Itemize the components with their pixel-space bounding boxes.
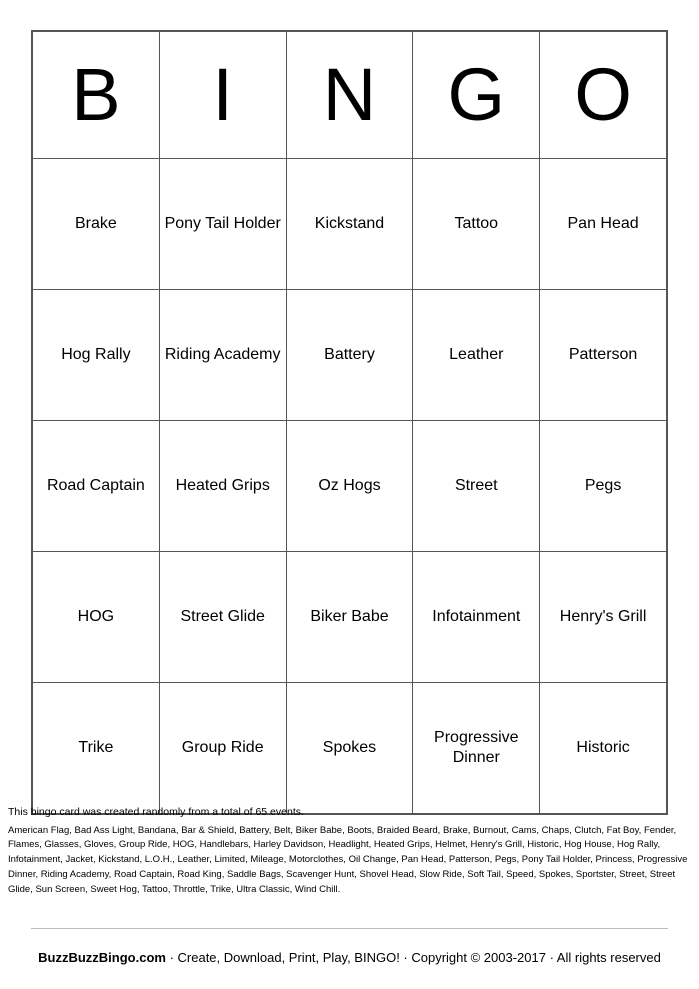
bingo-cell-label: Pan Head xyxy=(567,215,639,232)
legend xyxy=(8,806,691,897)
bingo-cell-label: Riding Academy xyxy=(164,346,281,363)
bingo-row xyxy=(33,159,667,290)
bingo-cell[interactable] xyxy=(286,683,413,814)
bingo-cell-label: Henry's Grill xyxy=(559,608,647,625)
bingo-cell-label: Kickstand xyxy=(314,215,385,232)
bingo-card xyxy=(31,30,668,815)
bingo-cell-label: Pony Tail Holder xyxy=(164,215,281,232)
bingo-cell-label: Tattoo xyxy=(454,215,499,232)
bingo-cell[interactable] xyxy=(286,159,413,290)
bingo-cell-label: Patterson xyxy=(568,346,638,363)
legend-word-list: American Flag, Bad Ass Light, Bandana, Bar & Shield, Battery, Belt, Biker Babe, Boots, Braided Beard, Brake, Burnout, Cams, Chaps, Clutch, Fat Boy, Fender, Flames, Glasses, Gloves, Group Ride, HOG, Handlebars, Harley Davidson, Headlight, Heated Grips, Helmet, Henry's Grill, Historic, Hog House, Hog Rally, Infotainment, Jacket, Kickstand, L.O.H., Leather, Limited, Mileage, Motorclothes, Oil Change, Pan Head, Patterson, Pegs, Pony Tail Holder, Princess, Progressive Dinner, Riding Academy, Road Captain, Road King, Saddle Bags, Scavenger Hunt, Shovel Head, Slow Ride, Soft Tail, Speed, Spokes, Sportster, Street, Street Glide, Sun Screen, Sweet Hog, Tattoo, Throttle, Trike, Ultra Classic, Wind Chill. xyxy=(8,824,688,895)
bingo-cell[interactable] xyxy=(413,159,540,290)
bingo-cell[interactable] xyxy=(33,552,160,683)
bingo-row xyxy=(33,290,667,421)
bingo-row xyxy=(33,683,667,814)
bingo-cell[interactable] xyxy=(33,290,160,421)
bingo-cell[interactable] xyxy=(286,290,413,421)
bingo-cell[interactable] xyxy=(159,552,286,683)
bingo-cell-label: Progressive Dinner xyxy=(434,729,519,766)
footer-divider xyxy=(31,928,668,929)
bingo-cell-label: Pegs xyxy=(584,477,622,494)
bingo-cell[interactable] xyxy=(159,421,286,552)
bingo-cell[interactable] xyxy=(413,552,540,683)
bingo-cell[interactable] xyxy=(540,421,667,552)
legend-title: This bingo card was created randomly from a total of 65 events. xyxy=(8,806,304,818)
bingo-cell[interactable] xyxy=(540,159,667,290)
bingo-cell[interactable] xyxy=(413,421,540,552)
bingo-header-b: B xyxy=(33,32,160,159)
bingo-cell[interactable] xyxy=(540,290,667,421)
bingo-cell-label: Street xyxy=(454,477,498,494)
bingo-header-n: N xyxy=(286,32,413,159)
bingo-cell-label: Spokes xyxy=(322,739,377,756)
bingo-cell[interactable] xyxy=(286,552,413,683)
bingo-header-row xyxy=(33,32,667,159)
bingo-cell[interactable] xyxy=(33,159,160,290)
bingo-header-o: O xyxy=(540,32,667,159)
bingo-cell[interactable] xyxy=(159,159,286,290)
bingo-cell-label: Hog Rally xyxy=(61,346,131,363)
bingo-header-i: I xyxy=(159,32,286,159)
bingo-cell-label: Leather xyxy=(449,346,504,363)
bingo-cell-label: Road Captain xyxy=(46,477,145,494)
bingo-cell-label: Heated Grips xyxy=(175,477,270,494)
bingo-cell[interactable] xyxy=(286,421,413,552)
bingo-cell-label: Historic xyxy=(576,739,630,756)
bingo-cell[interactable] xyxy=(159,683,286,814)
bingo-cell[interactable] xyxy=(33,683,160,814)
bingo-cell-label: Brake xyxy=(75,215,117,232)
bingo-cell-label: Trike xyxy=(78,739,114,756)
bingo-row xyxy=(33,421,667,552)
bingo-cell[interactable] xyxy=(413,290,540,421)
bingo-cell[interactable] xyxy=(33,421,160,552)
bingo-cell-label: HOG xyxy=(77,608,115,625)
bingo-row xyxy=(33,552,667,683)
bingo-cell[interactable] xyxy=(413,683,540,814)
bingo-cell-label: Biker Babe xyxy=(310,608,389,625)
bingo-cell[interactable] xyxy=(540,552,667,683)
footer-text: · Create, Download, Print, Play, BINGO! · Copyright © 2003-2017 · All rights reserved xyxy=(165,950,661,965)
bingo-cell-label: Oz Hogs xyxy=(318,477,381,494)
bingo-cell-label: Battery xyxy=(324,346,375,363)
bingo-cell-label: Street Glide xyxy=(180,608,265,625)
bingo-cell[interactable] xyxy=(540,683,667,814)
bingo-cell-label: Infotainment xyxy=(432,608,521,625)
bingo-grid xyxy=(32,31,667,814)
bingo-cell-label: Group Ride xyxy=(181,739,264,756)
bingo-header-g: G xyxy=(413,32,540,159)
bingo-cell[interactable] xyxy=(159,290,286,421)
footer xyxy=(0,950,699,965)
footer-brand[interactable]: BuzzBuzzBingo.com xyxy=(38,950,166,965)
